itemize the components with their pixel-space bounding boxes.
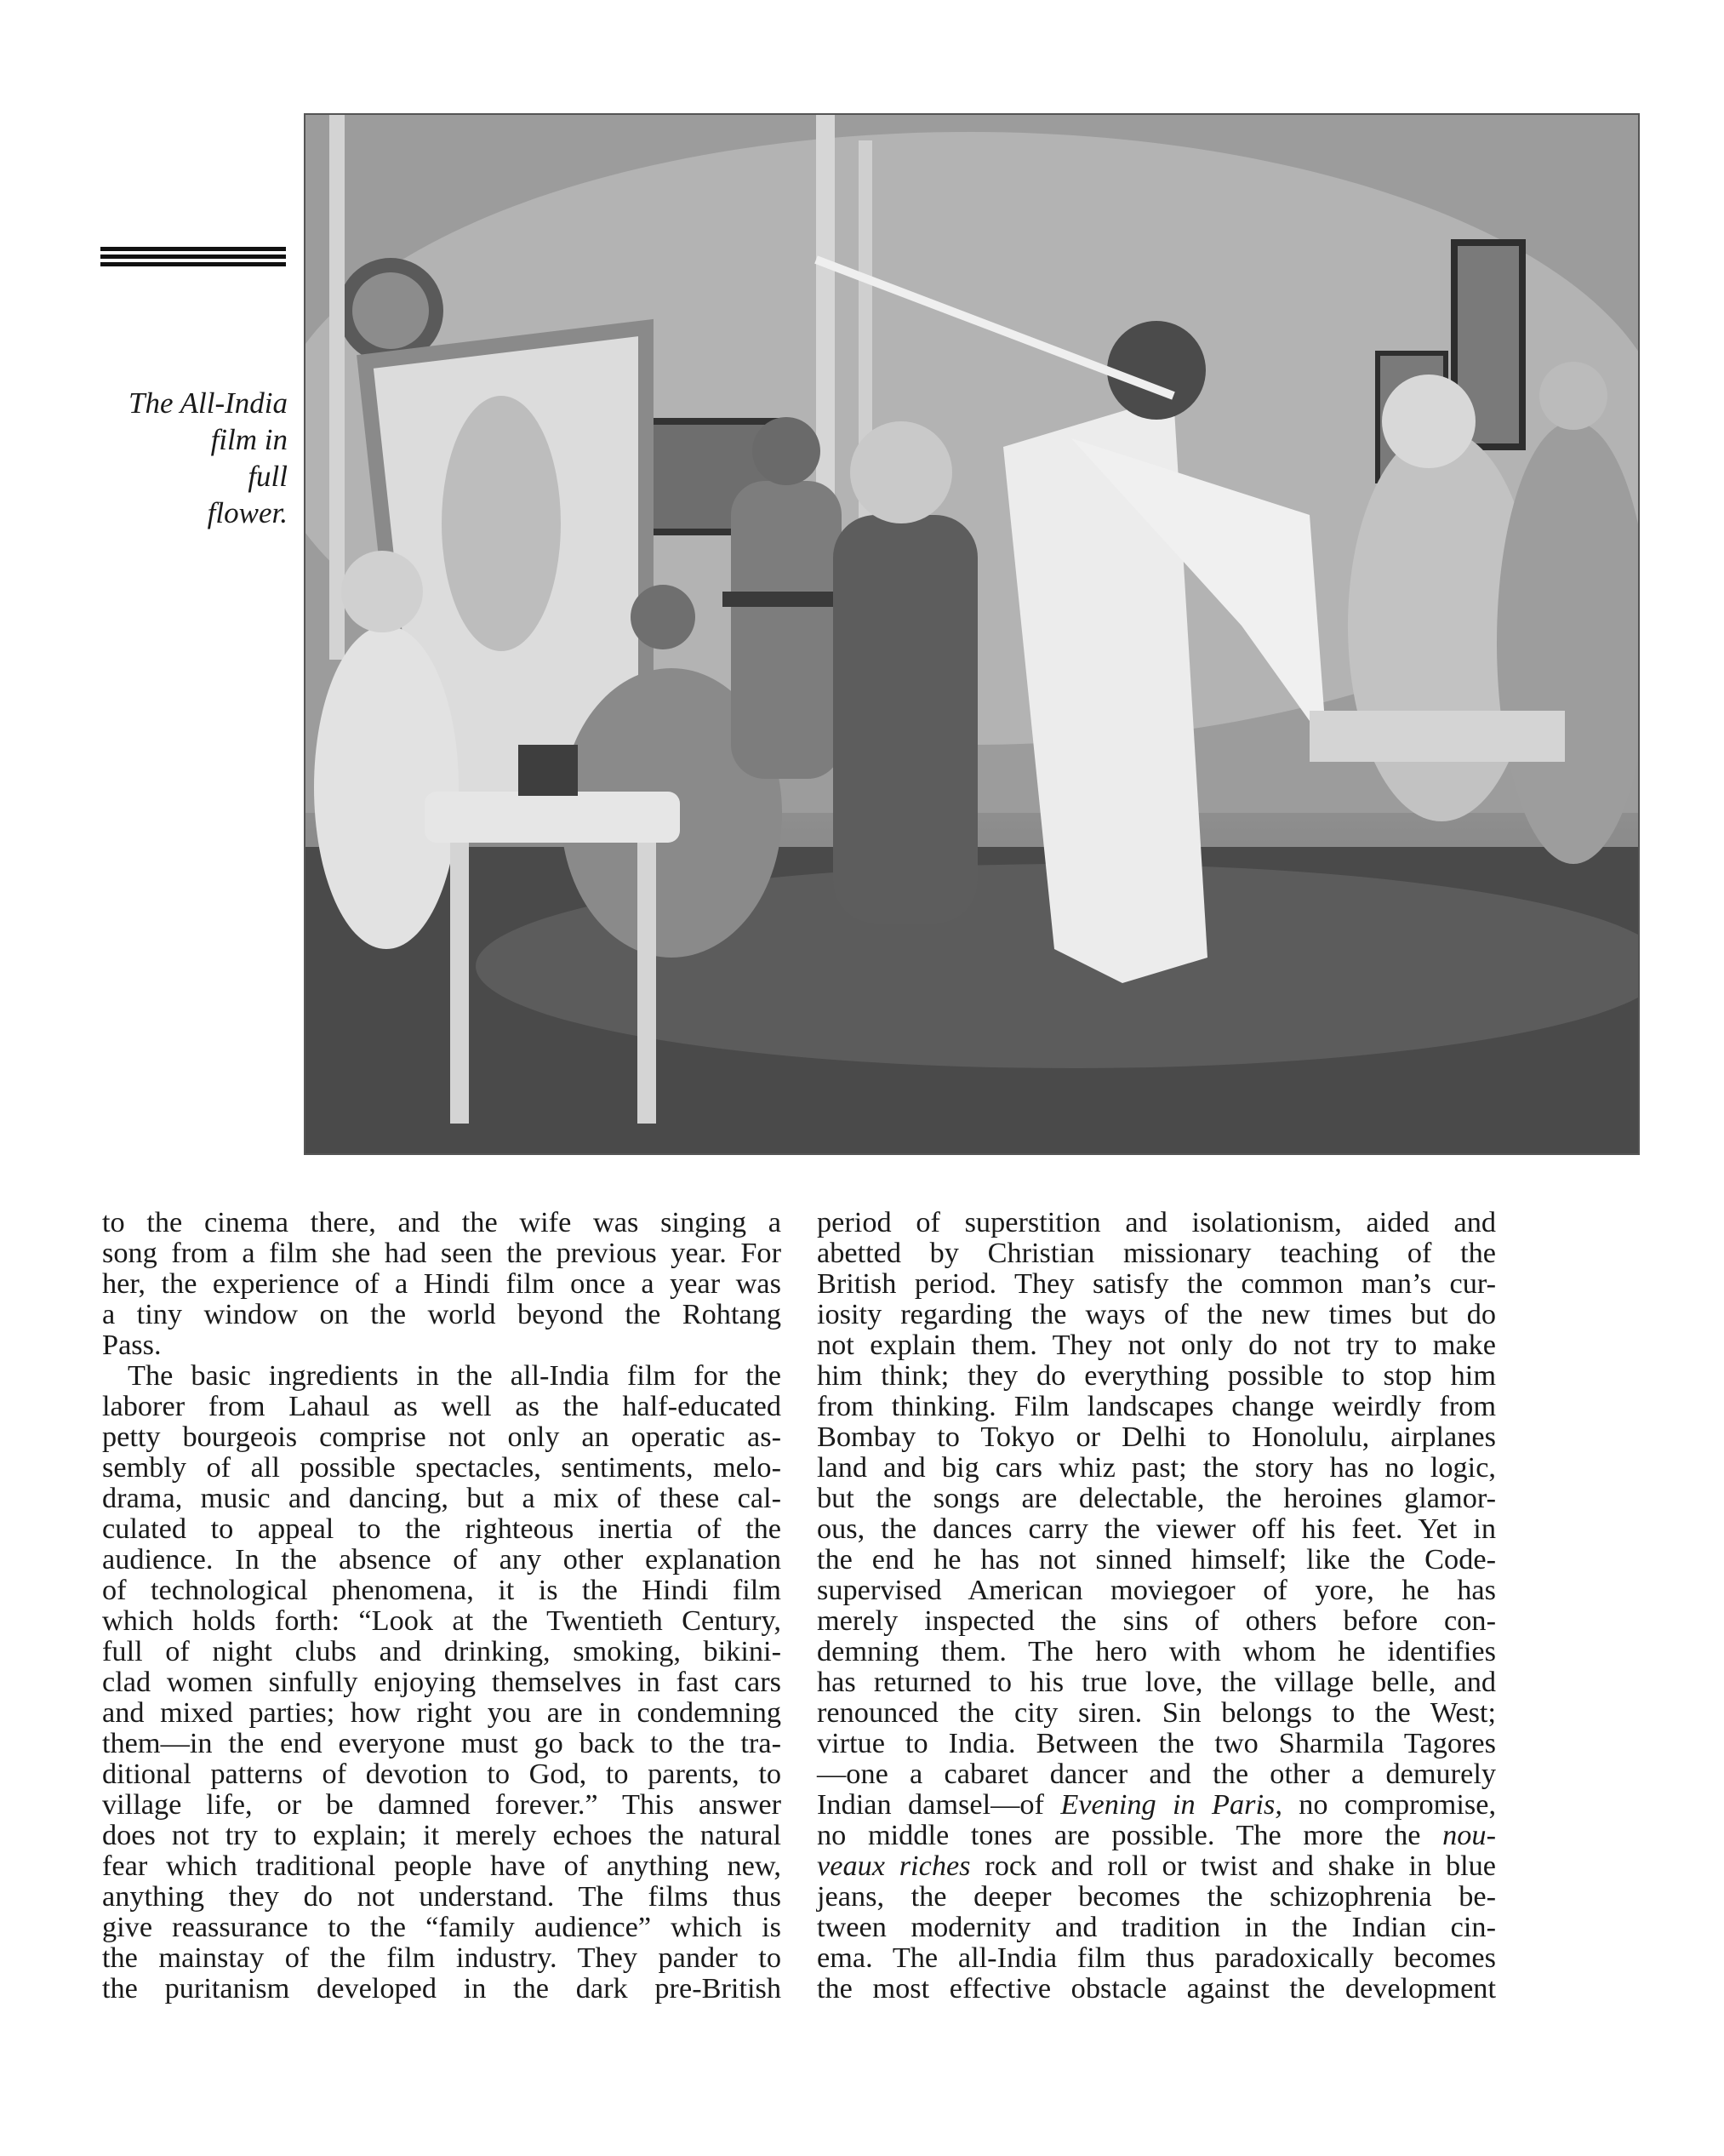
text-line: anything they do not understand. The films thus bbox=[102, 1880, 781, 1913]
caption-line: The All-India bbox=[128, 386, 288, 420]
text-line: drama, music and dancing, but a mix of these cal- bbox=[102, 1482, 781, 1514]
text-line: fear which traditional people have of anything new, bbox=[102, 1850, 781, 1882]
italic-term: veaux riches bbox=[817, 1850, 971, 1882]
article-right-column bbox=[817, 1207, 1496, 2004]
text-line: jeans, the deeper becomes the schizophrenia be- bbox=[817, 1880, 1496, 1913]
text-line: but the songs are delectable, the heroines glamor- bbox=[817, 1482, 1496, 1514]
decorative-rule bbox=[100, 247, 286, 270]
text-line: him think; they do everything possible to stop him bbox=[817, 1359, 1496, 1392]
text-line: period of superstition and isolationism, aided and bbox=[817, 1206, 1496, 1238]
text-line: to the cinema there, and the wife was singing a bbox=[102, 1206, 781, 1238]
figure-caption bbox=[85, 385, 288, 531]
text-line: give reassurance to the “family audience” which is bbox=[102, 1911, 781, 1943]
caption-line: full bbox=[248, 460, 288, 493]
text-line bbox=[817, 1789, 1496, 1820]
text-line: song from a film she had seen the previous year. For bbox=[102, 1237, 781, 1269]
text-run: no compromise, bbox=[1282, 1788, 1497, 1821]
text-line: a tiny window on the world beyond the Rohtang bbox=[102, 1298, 781, 1330]
text-line: full of night clubs and drinking, smoking, bikini- bbox=[102, 1635, 781, 1667]
text-run: no middle tones are possible. The more the bbox=[817, 1819, 1443, 1851]
text-line: demning them. The hero with whom he identifies bbox=[817, 1635, 1496, 1667]
text-line bbox=[817, 1820, 1496, 1850]
text-line: virtue to India. Between the two Sharmila Tagores bbox=[817, 1727, 1496, 1759]
article-left-column bbox=[102, 1207, 781, 2004]
text-line: ous, the dances carry the viewer off his feet. Yet in bbox=[817, 1513, 1496, 1545]
text-line: the puritanism developed in the dark pre-British bbox=[102, 1972, 781, 2004]
text-line: merely inspected the sins of others before con- bbox=[817, 1604, 1496, 1637]
text-line: and mixed parties; how right you are in condemning bbox=[102, 1696, 781, 1729]
film-still-photo bbox=[304, 113, 1640, 1155]
text-line: of technological phenomena, it is the Hindi film bbox=[102, 1574, 781, 1606]
text-line: tween modernity and tradition in the Indian cin- bbox=[817, 1911, 1496, 1943]
text-line: —one a cabaret dancer and the other a demurely bbox=[817, 1758, 1496, 1790]
text-line: sembly of all possible spectacles, sentiments, melo- bbox=[102, 1451, 781, 1484]
text-line: the mainstay of the film industry. They pander to bbox=[102, 1942, 781, 1974]
text-line: culated to appeal to the righteous inertia of the bbox=[102, 1513, 781, 1545]
text-line: has returned to his true love, the village belle, and bbox=[817, 1666, 1496, 1698]
text-line: iosity regarding the ways of the new times but do bbox=[817, 1298, 1496, 1330]
text-line bbox=[817, 1850, 1496, 1881]
text-line: village life, or be damned forever.” This answer bbox=[102, 1788, 781, 1821]
text-line: which holds forth: “Look at the Twentieth Century, bbox=[102, 1604, 781, 1637]
text-line: land and big cars whiz past; the story has no logic, bbox=[817, 1451, 1496, 1484]
text-line: renounced the city siren. Sin belongs to the West; bbox=[817, 1696, 1496, 1729]
text-line: abetted by Christian missionary teaching of the bbox=[817, 1237, 1496, 1269]
text-line: laborer from Lahaul as well as the half-educated bbox=[102, 1390, 781, 1422]
text-line: ema. The all-India film thus paradoxically becomes bbox=[817, 1942, 1496, 1974]
italic-term: nou- bbox=[1442, 1819, 1496, 1851]
text-line: from thinking. Film landscapes change weirdly from bbox=[817, 1390, 1496, 1422]
caption-line: flower. bbox=[207, 496, 288, 529]
text-run: Indian damsel—of bbox=[817, 1788, 1061, 1821]
text-line: the end he has not sinned himself; like the Code- bbox=[817, 1543, 1496, 1576]
film-title: Evening in Paris, bbox=[1060, 1788, 1282, 1821]
text-line: not explain them. They not only do not try to make bbox=[817, 1329, 1496, 1361]
text-line: them—in the end everyone must go back to the tra- bbox=[102, 1727, 781, 1759]
text-line: clad women sinfully enjoying themselves in fast cars bbox=[102, 1666, 781, 1698]
text-line: The basic ingredients in the all-India film for the bbox=[128, 1359, 781, 1392]
text-line: British period. They satisfy the common man’s cur- bbox=[817, 1267, 1496, 1300]
text-line: petty bourgeois comprise not only an operatic as- bbox=[102, 1421, 781, 1453]
caption-line: film in bbox=[210, 423, 288, 456]
text-line: Bombay to Tokyo or Delhi to Honolulu, airplanes bbox=[817, 1421, 1496, 1453]
text-line: the most effective obstacle against the development bbox=[817, 1972, 1496, 2004]
text-run: rock and roll or twist and shake in blue bbox=[970, 1850, 1496, 1882]
text-line: her, the experience of a Hindi film once a year was bbox=[102, 1267, 781, 1300]
text-line: supervised American moviegoer of yore, he has bbox=[817, 1574, 1496, 1606]
text-line: ditional patterns of devotion to God, to parents, to bbox=[102, 1758, 781, 1790]
text-line: audience. In the absence of any other explanation bbox=[102, 1543, 781, 1576]
text-line: Pass. bbox=[102, 1329, 162, 1361]
text-line: does not try to explain; it merely echoes the natural bbox=[102, 1819, 781, 1851]
